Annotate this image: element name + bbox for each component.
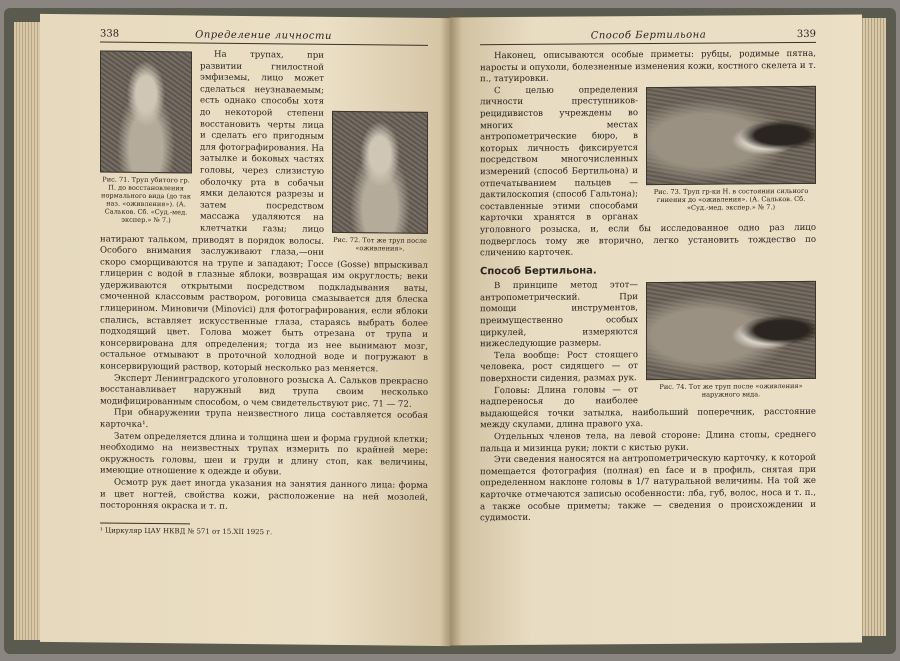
left-page (40, 14, 450, 646)
left-paragraph-2: Эксперт Ленинградского уголовного розыска А. Сальков прекрасно восстанавливает наружный вид трупа своим несколько модифицированным способом, о чем свидетельствуют рис. 71 — 72. (100, 373, 428, 410)
left-paragraph-1: На трупах, при развитии гнилостной эмфиземы, лицо может сделаться неузнаваемым; есть однако способы хотя до некоторой степени восстановить черты лица и сделать его пригодным для фотографирования. На затылке и боковых частях головы, через слизистую оболочку рта в собачьи ямки делаются разрезы и затем посредством массажа удаляются на клетчатки газы; лицо натирают тальком, приводят в порядок волосы. Особого внимания заслуживают глаза,—они скоро сморщиваются на трупе и западают; Госсе (Gosse) впрыскивал глицерин с водой в глазные яблоки, возвращая им округлость; веки удерживаются открытыми посредством подкладывания ваты, смоченной классовым раствором, роговица смазывается для блеска глицерином. Миновичи (Minovici) для фотографирования, если яблоки спались, вставляет искусственные глаза, стараясь выбрать более подходящий цвет. Голова может быть отрезана от трупа и консервирована для определения; тогда из нее вынимают мозг, остальное отмывают в проточной холодной воде и погружают в консервирующий раствор, который несколько раз меняется. (100, 49, 428, 375)
right-paragraph-4: Тела вообще: Рост стоящего человека, рост сидящего — от поверхности сидения, размах рук. (480, 349, 638, 385)
page-edges-right (860, 18, 886, 636)
figure-71 (100, 50, 192, 224)
figure-73-photo (646, 86, 816, 185)
figure-74 (646, 281, 816, 399)
footnote: ¹ Циркуляр ЦАУ НКВД № 571 от 15.XII 1925 г. (100, 526, 273, 537)
running-head-right (480, 29, 816, 45)
figure-71-photo (100, 50, 192, 173)
right-paragraph-6: Отдельных членов тела, на левой стороне: Длина стопы, среднего пальца и мизинца руки; локти с кистью руки. (480, 429, 816, 454)
left-paragraph-4: Затем определяется длина и толщина шеи и форма грудной клетки; необходимо на неизвестных трупах измерить по крайней мере: окружность головы, шеи и груди и длину стоп, как величины, имеющие отношение к одежде и обуви. (100, 431, 428, 478)
page-number-right: 339 (796, 28, 816, 41)
right-paragraph-7: Эти сведения наносятся на антропометрическую карточку, к которой помещается фотография (полная) en face и в профиль, снятая при определенном наклоне головы в 1/7 натуральной величины. На той же карточке отмечаются записью особенности: лба, губ, волос, носа и т. п., а также особые приметы; также — сведения о происхождении и судимости. (480, 453, 816, 524)
left-body-text (100, 48, 428, 538)
footnote-rule (100, 522, 190, 524)
right-page (450, 15, 862, 646)
section-heading: Способ Бертильона. (480, 265, 597, 277)
right-paragraph-3: В принципе метод этот—антропометрический. При помощи инструментов, преимущественно особых циркулей, измеряются нижеследующие размеры. (480, 280, 638, 350)
running-title-left: Определение личности (195, 29, 332, 42)
figure-72 (332, 111, 428, 253)
figure-73-caption: Рис. 73. Труп гр-ки Н. в состоянии сильного гниения до «оживления». (А. Сальков. Сб. «Суд.-мед. экспер.» № 7.) (653, 186, 809, 212)
figure-71-caption: Рис. 71. Труп убитого гр. П. до восстановления нормального вида (до так наз. «оживления»). (А. Сальков. Сб. «Суд.-мед. экспер.» № 7.) (101, 175, 191, 225)
left-paragraph-5: Осмотр рук дает иногда указания на занятия данного лица: форма и цвет ногтей, свойства кожи, расположение на ней мозолей, посторонняя окраска и т. п. (100, 477, 428, 512)
right-paragraph-5: Головы: Длина головы — от надпереносья до наиболее выдающейся точки затылка, наибольший поперечник, расстояние между скулами, длина правого уха. (480, 384, 816, 431)
left-paragraph-3: При обнаружении трупа неизвестного лица составляется особая карточка¹. (100, 408, 428, 430)
figure-74-caption: Рис. 74. Тот же труп после «оживления» наружного вида. (659, 382, 803, 399)
right-body-text (480, 49, 816, 525)
figure-73 (646, 86, 816, 212)
figure-72-caption: Рис. 72. Тот же труп после «оживления». (333, 235, 427, 253)
right-paragraph-2: С целью определения личности преступников-рецидивистов учреждены во многих местах антропометрические бюро, в которых личность фиксируется посредством многочисленных измерений (способ Бертильона) и отпечатыванием пальцев — дактилоскопия (способ Гальтона); составленные этими способами карточки хранятся в органах уголовного розыска, и, если бы исследованное одно раз лицо подверглось тому же вторично, легко установить тождество по сличению карточек. (480, 84, 816, 259)
right-paragraph-1: Наконец, описываются особые приметы: рубцы, родимые пятна, наросты и опухоли, болезненные изменения кожи, костного скелета и т. п., татуировки. (480, 48, 816, 85)
figure-74-photo (646, 281, 816, 380)
running-head-left (100, 28, 428, 45)
page-number-left: 338 (100, 28, 120, 40)
running-title-right: Способ Бертильона (590, 29, 707, 42)
figure-72-photo (332, 111, 428, 234)
book-gutter (440, 14, 462, 646)
